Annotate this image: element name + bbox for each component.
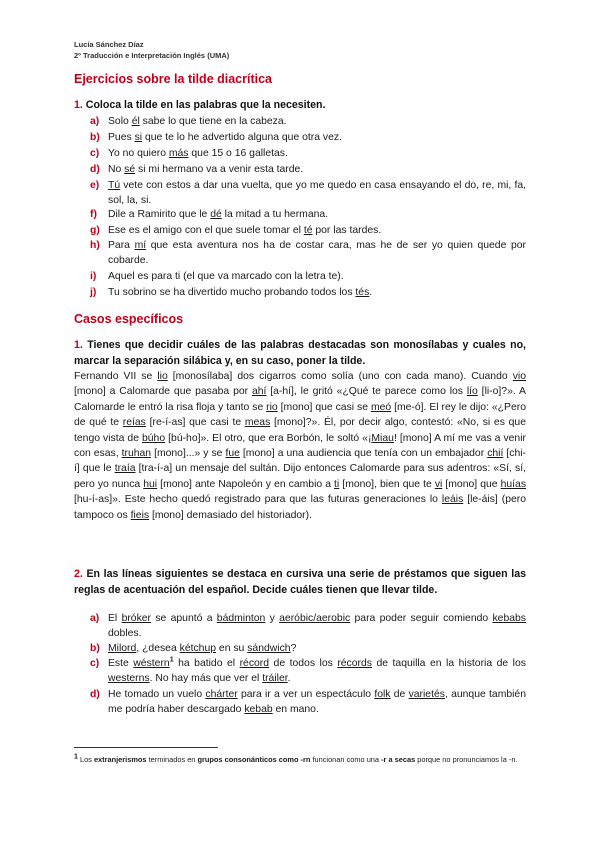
highlighted-word: tráiler bbox=[262, 673, 288, 685]
item-text: Aquel es para ti (el que va marcado con la letra te). bbox=[108, 271, 344, 282]
highlighted-word: aeróbic/aerobic bbox=[279, 613, 351, 624]
highlighted-word: búho bbox=[142, 432, 166, 444]
highlighted-word: sé bbox=[124, 164, 136, 175]
exercise-item bbox=[90, 687, 526, 718]
bold-term: -r a secas bbox=[381, 755, 416, 764]
course-name: 2º Traducción e Interpretación Inglés (UMA) bbox=[74, 51, 230, 60]
question-1 bbox=[74, 98, 526, 114]
highlighted-word: lio bbox=[157, 371, 168, 382]
item-text: Milord, ¿desea kétchup en su sándwich? bbox=[108, 643, 297, 654]
exercise-item bbox=[90, 656, 526, 687]
highlighted-word: Milord bbox=[108, 643, 137, 654]
question-text: Coloca la tilde en las palabras que la necesiten. bbox=[85, 99, 326, 111]
highlighted-word: reías bbox=[122, 417, 146, 429]
item-label: a) bbox=[90, 116, 100, 127]
highlighted-word: récords bbox=[337, 658, 372, 669]
item-label: h) bbox=[90, 240, 100, 251]
highlighted-word: él bbox=[131, 116, 140, 127]
item-text: Este wéstern$^1$ ha batido el récord de todos los récords de taquilla en la historia de los westerns. No hay más que ver el tráiler. bbox=[108, 656, 526, 685]
item-text: Para mí que esta aventura nos ha de costar cara, mas he de ser yo quien quede por cobarde. bbox=[108, 240, 526, 267]
highlighted-word: varietés bbox=[408, 689, 445, 700]
footnote-ref: 1 bbox=[74, 753, 78, 761]
exercise-item bbox=[90, 269, 526, 284]
item-label: g) bbox=[90, 225, 100, 236]
highlighted-word: kebabs bbox=[492, 613, 526, 624]
highlighted-word: fieis bbox=[130, 509, 150, 521]
exercise-item bbox=[90, 130, 526, 145]
footnote: $^1$ Los extranjerismos terminados en grupos consonánticos como -rn funcionan como una -r a secas porque no pronunciamos la -n. bbox=[74, 753, 518, 764]
exercise-item bbox=[90, 207, 526, 222]
highlighted-word: mí bbox=[134, 240, 147, 251]
question-text: Tienes que decidir cuáles de las palabras destacadas son monosílabas y cuales no, marcar la separación silábica y, en su caso, poner la tilde. bbox=[74, 339, 527, 367]
exercise-item bbox=[90, 114, 526, 129]
exercise-item bbox=[90, 178, 526, 209]
highlighted-word: meó bbox=[370, 401, 392, 413]
highlighted-word: vi bbox=[434, 478, 443, 490]
footnote-ref: 1 bbox=[169, 656, 174, 664]
question-3 bbox=[74, 567, 526, 598]
exercise-paragraph: Fernando VII se lio [monosílaba] dos cigarros como solía (uno con cada mano). Cuando vio [mono] a Calomarde que pasaba por ahí [a-hí], le gritó «¿Qué te parece como los lío [li-o]?». A Calomarde le entró la risa floja y tanto se rio [mono] que casi se meó [me-ó]. El rey le dijo: «¿Pero de qué te reías [re-í-as] que casi te meas [mono]?». Él, por decir algo, contestó: «No, si es que tengo vista de búho [bú-ho]». El otro, que era Borbón, le soltó «¡Miau! [mono] A mí me vas a venir con esas, truhan [mono]...» y se fue [mono] a una audiencia que tenía con un embajador chií [chi-í] que le traía [tra-í-a] un mensaje del sultán. Dijo entonces Calomarde para sus adentros: «Sí, sí, pero yo nunca hui [mono] ante Napoleón y en cambio a ti [mono], bien que te vi [mono] que huías [hu-í-as]». Este hecho quedó registrado para que las futuras generaciones lo leáis [le-áis] (pero tampoco os fieis [mono] demasiado del historiador). bbox=[74, 371, 527, 521]
item-label: i) bbox=[90, 271, 97, 282]
highlighted-word: chií bbox=[487, 448, 504, 460]
highlighted-word: huías bbox=[500, 478, 527, 490]
item-label: c) bbox=[90, 148, 100, 159]
highlighted-word: truhan bbox=[121, 448, 152, 460]
highlighted-word: leáis bbox=[441, 494, 464, 506]
exercise-item bbox=[90, 285, 526, 300]
item-label: a) bbox=[90, 613, 100, 624]
item-label: c) bbox=[90, 658, 100, 669]
highlighted-word: té bbox=[303, 225, 313, 236]
highlighted-word: bróker bbox=[121, 613, 152, 624]
highlighted-word: folk bbox=[374, 689, 391, 700]
highlighted-word: chárter bbox=[205, 689, 238, 700]
exercise-item bbox=[90, 641, 526, 656]
highlighted-word: kebab bbox=[244, 704, 273, 716]
highlighted-word: si bbox=[134, 132, 143, 143]
section-title: Casos específicos bbox=[74, 312, 184, 326]
highlighted-word: tés bbox=[355, 287, 370, 298]
question-number: 1. bbox=[74, 99, 83, 111]
item-label: e) bbox=[90, 180, 100, 191]
footnote-divider bbox=[74, 747, 218, 748]
highlighted-word: bádminton bbox=[216, 613, 266, 624]
highlighted-word: sándwich bbox=[247, 643, 291, 654]
highlighted-word: ti bbox=[334, 478, 340, 490]
highlighted-word: Miau bbox=[371, 432, 394, 444]
item-text: Dile a Ramirito que le dé la mitad a tu hermana. bbox=[108, 209, 329, 220]
highlighted-word: más bbox=[168, 148, 189, 159]
item-label: d) bbox=[90, 164, 100, 175]
highlighted-word: fue bbox=[225, 448, 240, 460]
highlighted-word: Tú bbox=[108, 180, 121, 191]
item-text: Yo no quiero más que 15 o 16 galletas. bbox=[108, 148, 288, 159]
highlighted-word: récord bbox=[239, 658, 270, 669]
highlighted-word: hui bbox=[143, 478, 158, 490]
bold-term: extranjerismos bbox=[93, 755, 147, 764]
item-label: d) bbox=[90, 689, 100, 700]
item-text: Solo él sabe lo que tiene en la cabeza. bbox=[108, 116, 287, 127]
exercise-item bbox=[90, 162, 526, 177]
item-text: He tomado un vuelo chárter para ir a ver un espectáculo folk de varietés, aunque también me podría haber descargado kebab en mano. bbox=[108, 689, 526, 716]
question-2 bbox=[74, 338, 526, 369]
item-label: j) bbox=[90, 287, 97, 298]
highlighted-word: traía bbox=[114, 463, 136, 475]
question-number: 1. bbox=[74, 339, 83, 351]
item-text: Tú vete con estos a dar una vuelta, que yo me quedo en casa ensayando el do, re, mi, fa, sol, la, si. bbox=[108, 180, 526, 207]
question-text: En las líneas siguientes se destaca en cursiva una serie de préstamos que siguen las reglas de acentuación del español. Decide cuáles tienen que llevar tilde. bbox=[74, 568, 526, 596]
item-text: Tu sobrino se ha divertido mucho probando todos los tés. bbox=[108, 287, 373, 298]
exercise-item bbox=[90, 146, 526, 161]
highlighted-word: ahí bbox=[251, 386, 267, 398]
author-name: Lucía Sánchez Díaz bbox=[74, 40, 144, 49]
highlighted-word: kétchup bbox=[179, 643, 217, 654]
question-number: 2. bbox=[74, 568, 83, 580]
highlighted-word: wéstern bbox=[133, 658, 170, 669]
item-label: b) bbox=[90, 643, 100, 654]
item-text: El bróker se apuntó a bádminton y aeróbic/aerobic para poder seguir comiendo kebabs dobles. bbox=[108, 613, 526, 640]
exercise-item bbox=[90, 238, 526, 269]
highlighted-word: vio bbox=[512, 371, 526, 382]
item-label: b) bbox=[90, 132, 100, 143]
exercise-item bbox=[90, 223, 526, 238]
bold-term: grupos consonánticos como -rn bbox=[197, 755, 311, 764]
item-label: f) bbox=[90, 209, 97, 220]
item-text: Ese es el amigo con el que suele tomar el té por las tardes. bbox=[108, 225, 382, 236]
highlighted-word: westerns bbox=[108, 673, 150, 685]
exercise-item bbox=[90, 611, 526, 642]
highlighted-word: lío bbox=[466, 386, 478, 398]
item-text: Pues si que te lo he advertido alguna que otra vez. bbox=[108, 132, 342, 143]
highlighted-word: rio bbox=[266, 401, 278, 413]
highlighted-word: dé bbox=[210, 209, 222, 220]
highlighted-word: meas bbox=[244, 417, 271, 429]
document-title: Ejercicios sobre la tilde diacrítica bbox=[74, 72, 273, 86]
item-text: No sé si mi hermano va a venir esta tarde. bbox=[108, 164, 304, 175]
